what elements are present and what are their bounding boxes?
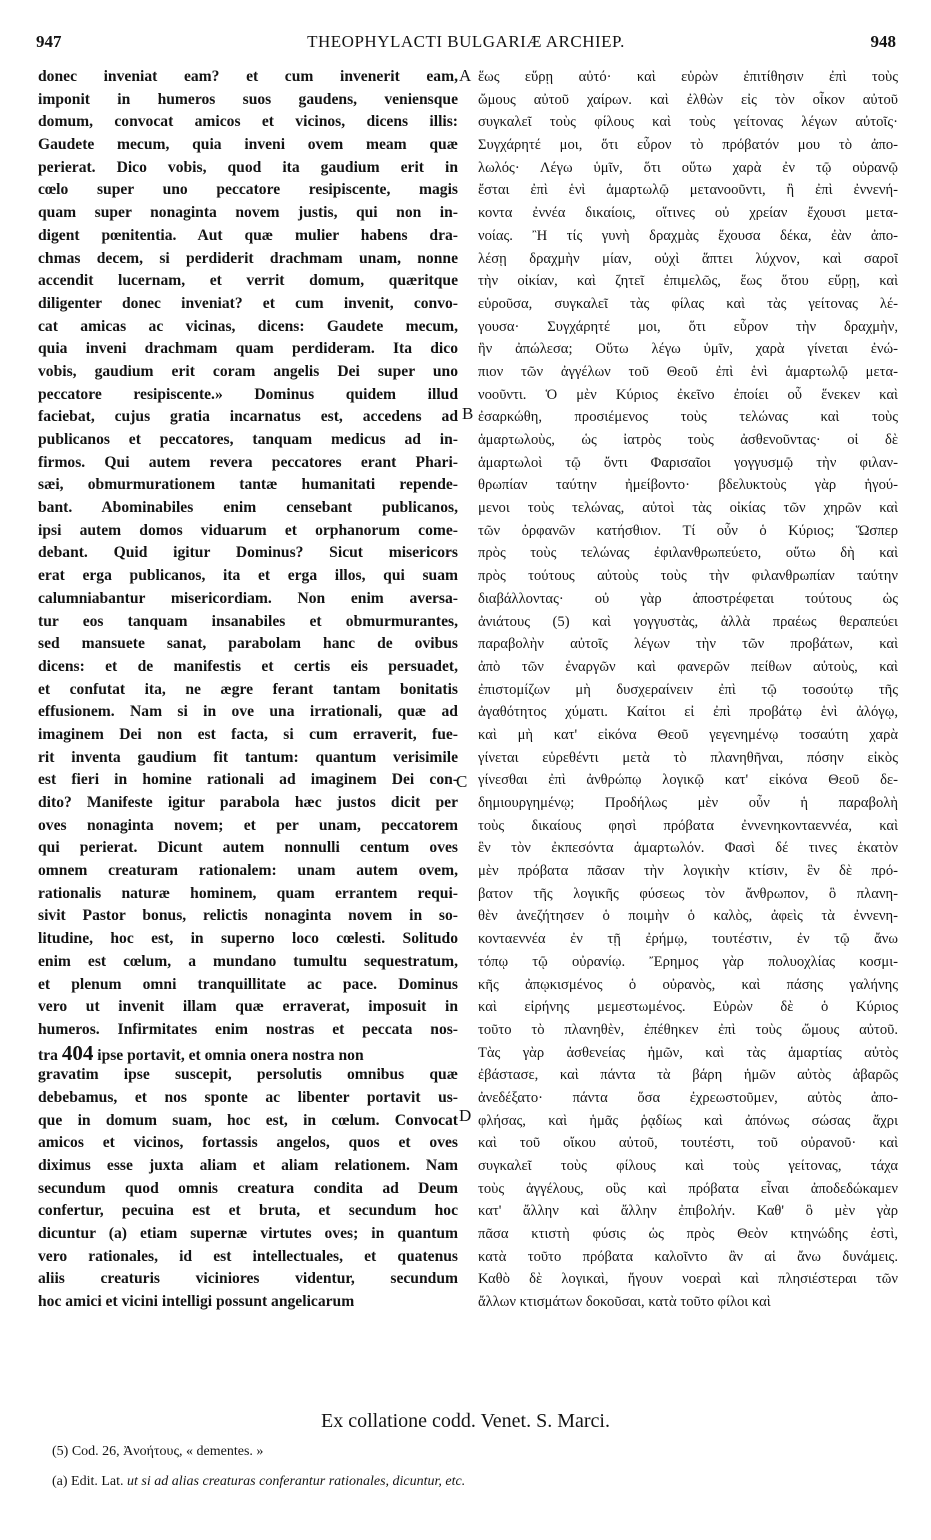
greek-line: συγκαλεῖ τοὺς φίλους καὶ τοὺς γείτονας λέγων αὐτοῖς· (478, 114, 898, 131)
greek-line: πιον τῶν ἀγγέλων τοῦ Θεοῦ ἐπὶ ἑνὶ ἁμαρτωλῷ μετα- (478, 363, 898, 380)
greek-line: πρὸς τούτους αὐτοὺς τοὺς τὴν φιλανθρωπίαν ταύτην (478, 568, 898, 585)
greek-line: μενοι τοὺς τελώνας, αὐτοὶ τὰς οἰκίας τῶν χηρῶν καὶ (478, 500, 898, 517)
latin-line-text: ipse portavit, et omnia onera nostra non (97, 1046, 364, 1064)
greek-line: κατὰ τοῦτο πρόβατα καλοῖντο ἂν αἱ ἄνω δυνάμεις. (478, 1248, 898, 1265)
latin-line: debant. Quid igitur Dominus? Sicut misericors (38, 544, 458, 562)
greek-line: Τὰς γὰρ ἀσθενείας ἡμῶν, καὶ τὰς ἁμαρτίας αὐτὸς (478, 1044, 898, 1061)
latin-line: litudine, hoc est, in superno loco cœlesti. Solitudo (38, 930, 458, 948)
latin-line (38, 1042, 458, 1065)
greek-line: δημιουργημένῳ; Προδήλως μὲν οὖν ἡ παραβολὴ (478, 795, 898, 811)
greek-line: τοὺς ἀγγέλους, οὓς καὶ πρόβατα εἶναι ἀποδεδώκαμεν (478, 1180, 898, 1197)
greek-line: τοὺς δικαίους φησὶ πρόβατα ἐννενηκονταεννέα, καὶ (478, 817, 898, 834)
latin-line: que in domum suam, hoc est, in cœlum. Convocat (38, 1111, 458, 1129)
latin-line: vobis, gaudium erit coram angelis Dei super uno (38, 362, 458, 380)
collation-note: Ex collatione codd. Venet. S. Marci. (320, 1410, 610, 1432)
latin-line: ipsi autem domos viduarum et orphanorum come- (38, 521, 458, 539)
greek-line: ἐβάστασε, καὶ πάντα τὰ βάρη ἡμῶν αὐτὸς ἀβαρῶς (478, 1067, 898, 1084)
latin-line: sed mansuete sanat, parabolam hanc de ovibus (38, 635, 458, 653)
section-marker-d: D (459, 1106, 472, 1125)
greek-line: κῆς ἀπῳκισμένος ὁ οὐρανὸς, καὶ πάσης γαλήνης (478, 976, 898, 993)
latin-line: chmas decem, si perdiderit drachmam unam, nonne (38, 249, 458, 267)
greek-line: γίνεσθαι ἐπὶ ἀνθρώπῳ λογικῷ κατ' εἰκόνα Θεοῦ δε- (478, 772, 898, 789)
greek-line: ἐσαρκώθη, προσιέμενος τοὺς τελώνας καὶ τοὺς (478, 409, 898, 426)
latin-line: amicos et vicinos, fortassis angelos, quos et oves (38, 1134, 458, 1152)
greek-line: καὶ τοῦ οἴκου αὐτοῦ, τουτέστι, τοῦ οὐρανοῦ· καὶ (478, 1135, 898, 1152)
greek-line: τὴν οἰκίαν, καὶ ζητεῖ ἐπιμελῶς, ἕως ὅτου εὕρῃ, καὶ (478, 273, 898, 290)
page-number-left: 947 (36, 32, 62, 51)
latin-line: oves nonaginta novem; et per unam, peccatorem (38, 816, 458, 834)
latin-line: rit inventa gaudium fit tantum: quantum verisimile (38, 748, 458, 766)
latin-line: aliis creaturis viciniores videntur, secundum (38, 1270, 458, 1288)
latin-line: debebamus, et nos sponte ac libenter portavit us- (38, 1088, 458, 1106)
greek-line: ἀνιάτους (5) καὶ γογγυστὰς, ἀλλὰ πραέως θεραπεύει (478, 613, 898, 630)
greek-line: πρὸς τοὺς τελώνας ἐφιλανθρωπεύετο, οὕτω δὴ καὶ (478, 545, 898, 562)
latin-line: diximus esse juxta aliam et aliam relationem. Nam (38, 1157, 458, 1174)
latin-line: diligenter donec inveniat? et cum invenit, convo- (38, 294, 458, 312)
latin-line: quam super nonaginta novem justis, qui non in- (38, 204, 458, 222)
latin-column (38, 66, 458, 1314)
footnote-a-text: ut si ad alias creaturas conferantur rationales, dicuntur, etc. (127, 1474, 466, 1489)
greek-line: παραβολὴν αὐτοῖς λέγων τὴν τῶν προβάτων, καὶ (478, 636, 898, 653)
latin-line: bant. Abominabiles enim censebant publicanos, (38, 499, 458, 517)
greek-line: βατον τῆς λογικῆς φύσεως τὸν ἄνθρωπον, ὃ πλανη- (478, 885, 898, 902)
latin-line: tur eos tanquam insanabiles et obmurmurantes, (38, 612, 458, 630)
greek-line: νοίας. Ἢ τίς γυνὴ δραχμὰς ἔχουσα δέκα, ἐὰν ἀπο- (478, 227, 898, 244)
running-title: THEOPHYLACTI BULGARIÆ ARCHIEP. (307, 32, 625, 51)
footnote-a (52, 1474, 465, 1490)
latin-line: calumniabantur misericordiam. Non enim aversa- (38, 589, 458, 607)
greek-line: Συγχάρητέ μοι, ὅτι εὗρον τὸ πρόβατόν μου τὸ ἀπο- (478, 137, 898, 154)
greek-line: ἓν τὸν ἐκπεσόντα ἁμαρτωλόν. Φασὶ δέ τινες ἑκατὸν (478, 840, 898, 857)
greek-line: ἁμαρτωλοὶ τῷ ὄντι Φαρισαῖοι γογγυσμῷ τὴν φιλαν- (478, 454, 898, 471)
greek-line: ἕως εὕρῃ αὐτό· καὶ εὑρὼν ἐπιτίθησιν ἐπὶ τοὺς (478, 69, 898, 85)
greek-line: γίνεται εὑρεθέντι μετὰ τὸ πλανηθῆναι, πόσην εἰκὸς (478, 749, 898, 766)
latin-line: firmos. Qui autem revera peccatores erant Phari- (38, 453, 458, 471)
latin-line: perierat. Dico vobis, quod ita gaudium erit in (38, 158, 458, 176)
greek-line: γουσα· Συγχάρητέ μοι, ὅτι εὗρον τὴν δραχμὴν, (478, 318, 898, 335)
latin-line: omnem creaturam rationalem: unam autem ovem, (38, 862, 458, 880)
greek-line: ἔσται ἐπὶ ἑνὶ ἁμαρτωλῷ μετανοοῦντι, ἢ ἐπὶ ἐννενή- (478, 182, 898, 199)
greek-line: κατ' ἄλλην καὶ ἄλλην ἐπιβολήν. Καθ' ὃ μὲν γὰρ (478, 1203, 898, 1220)
greek-line: θὲν ἀνεζήτησεν ὁ ποιμὴν ὁ καλὸς, ἀφεὶς τὰ ἐννενη- (478, 908, 898, 925)
section-marker-c: C (456, 772, 468, 791)
latin-line: rationalis naturæ hominem, quam errantem requi- (38, 884, 458, 902)
latin-line: dicens: et de manifestis et certis eis persuadet, (38, 657, 458, 675)
latin-line: faciebat, cujus gratia incarnatus est, accedens ad (38, 408, 458, 426)
greek-line: καὶ μὴ κατ' εἰκόνα Θεοῦ γεγενημένῳ τοσαύτη χαρὰ (478, 726, 898, 743)
latin-line: qui perierat. Dicunt autem nonnulli centum oves (38, 839, 458, 857)
latin-line: sivit Pastor bonus, relictis nonaginta novem in so- (38, 907, 458, 925)
latin-line: erat erga publicanos, ita et erga illos, qui suam (38, 567, 458, 585)
greek-line: πᾶσα κτιστὴ φύσις ὡς πρὸς Θεὸν κτηνώδης ἐστὶ, (478, 1226, 898, 1243)
greek-line: ἄλλων κτισμάτων δοκοῦσαι, κατὰ τοῦτο φίλοι καὶ (478, 1294, 771, 1311)
latin-line: Gaudete mecum, quia inveni ovem meam quæ (38, 136, 458, 154)
greek-line: θρωπίαν ταύτην ἠμείβοντο· βδελυκτοὺς γὰρ ἡγού- (478, 477, 898, 494)
latin-line: confertur, pecuina est et bruta, et secundum hoc (38, 1202, 458, 1220)
greek-line: λέσῃ δραχμὴν μίαν, οὐχὶ ἅπτει λύχνον, καὶ σαροῖ (478, 250, 898, 267)
greek-line: τοῦτο τὸ πλανηθὲν, ἐπέθηκεν ἐπὶ τοὺς ὤμους αὐτοῦ. (478, 1021, 898, 1038)
page-reference-number: 404 (61, 1041, 94, 1065)
latin-line: accendit lucernam, et verrit domum, quæritque (38, 272, 458, 290)
latin-line: imponit in humeros suos gaudens, veniensque (38, 90, 458, 108)
section-marker-a: A (459, 66, 472, 85)
greek-line: ὤμους αὐτοῦ χαίρων. καὶ ἐλθὼν εἰς τὸν οἶκον αὐτοῦ (478, 91, 898, 108)
latin-line: sæi, obmurmurationem tantæ humanitati repende- (38, 476, 458, 494)
latin-line: dito? Manifeste igitur parabola hæc justos dicit per (38, 794, 458, 811)
greek-line: κοντα ἐννέα δικαίοις, οἵτινες οὐ χρείαν ἔχουσι μετα- (478, 205, 898, 222)
running-header (36, 32, 896, 60)
greek-line: κονταεννέα ἐν τῇ ἐρήμῳ, τουτέστιν, ἐν τῷ ἄνω (478, 931, 898, 948)
latin-line: et plenum omni tranquillitate ac pace. Dominus (38, 975, 458, 993)
greek-line: τόπῳ τῷ οὐρανίῳ. Ἔρημος γὰρ πολυοχλίας κοσμι- (478, 953, 898, 970)
latin-line: donec inveniat eam? et cum invenerit eam, (38, 68, 458, 85)
greek-line: διαβάλλοντας· οὐ γὰρ ἀποστρέφεται τούτους ὡς (478, 590, 898, 607)
greek-line: λωλός· Λέγω ὑμῖν, ὅτι οὕτω χαρὰ ἐν τῷ οὐρανῷ (478, 159, 898, 176)
greek-line: ἐπιστομίζων μὴ δυσχεραίνειν ἐπὶ τῷ τοσούτῳ τῆς (478, 681, 898, 698)
greek-line: μὲν πρόβατα πᾶσαν τὴν λογικὴν κτίσιν, ἓν δὲ πρό- (478, 863, 898, 880)
greek-line: Καθὸ δὲ λογικαὶ, ἤγουν νοεραὶ καὶ πλησιέστεραι τῶν (478, 1271, 898, 1288)
latin-line: secundum quod omnis creatura condita ad Deum (38, 1179, 458, 1197)
latin-line: cœlo super uno peccatore resipiscente, magis (38, 181, 458, 199)
latin-line-lead: tra (38, 1046, 58, 1064)
footnote-5: (5) Cod. 26, Ἀνοήτους, « dementes. » (52, 1444, 264, 1459)
latin-line: quia inveni drachmam quam perdideram. Ita dico (38, 340, 458, 358)
latin-line: gravatim ipse suscepit, persolutis omnibus quæ (38, 1066, 458, 1084)
latin-line: humeros. Infirmitates enim nostras et peccata nos- (38, 1020, 458, 1038)
latin-line: est fieri in homine rationali ad imaginem Dei con- (38, 771, 458, 789)
greek-line: εὑροῦσα, συγκαλεῖ τὰς φίλας καὶ τὰς γείτονας λέ- (478, 295, 898, 312)
greek-line: ἁμαρτωλοὺς, ὡς ἰατρὸς τοὺς ἀσθενοῦντας· οἱ δὲ (478, 432, 898, 448)
greek-line: ἀπὸ τῶν ἐναργῶν καὶ φανερῶν πείθων αὐτοὺς, καὶ (478, 658, 898, 675)
greek-line: ἣν ἀπώλεσα; Οὕτω λέγω ὑμῖν, χαρὰ γίνεται ἐνώ- (478, 341, 898, 358)
latin-line: domum, convocat amicos et vicinos, dicens illis: (38, 113, 458, 131)
latin-line: peccatore resipiscente.» Dominus quidem illud (38, 385, 458, 403)
greek-line: συγκαλεῖ τοὺς φίλους καὶ τοὺς γείτονας, τάχα (478, 1158, 898, 1174)
greek-line: τῶν ὀρφανῶν κατήσθιον. Τί οὖν ὁ Κύριος; Ὥσπερ (478, 522, 898, 539)
latin-line: et confutat ita, ne ægre ferant tantam bonitatis (38, 680, 458, 698)
latin-line: effusionem. Nam si in ove una irrationali, quæ ad (38, 703, 458, 721)
footnote-a-prefix: (a) Edit. Lat. (52, 1474, 124, 1489)
page-number-right: 948 (870, 32, 896, 51)
latin-line: dicuntur (a) etiam supernæ virtutes oves; in quantum (38, 1225, 458, 1243)
latin-line: vero rationales, id est intellectuales, et quatenus (38, 1247, 458, 1265)
greek-line: ἀγαθότητος χύματι. Καίτοι εἰ ἐπὶ προβάτῳ ἑνὶ ἀλόγῳ, (478, 704, 898, 721)
latin-line: publicanos et peccatores, tanquam medicus ad in- (38, 431, 458, 448)
greek-line: φλήσας, καὶ ἡμᾶς ῥᾳδίως καὶ ἀπόνως σώσας ἄχρι (478, 1112, 898, 1129)
latin-line: enim est cœlum, a mundano tumultu sequestratum, (38, 952, 458, 970)
latin-line: vero ut invenit illam quæ erraverat, imposuit in (38, 998, 458, 1016)
greek-line: καὶ εἰρήνης μεμεστωμένος. Εὑρὼν δὲ ὁ Κύριος (478, 999, 898, 1016)
greek-line: ἀνεδέξατο· πάντα ὅσα ἐχρεωστοῦμεν, αὐτὸς ἀπο- (478, 1089, 898, 1106)
latin-line: hoc amici et vicini intelligi possunt angelicarum (38, 1293, 355, 1311)
section-marker-b: B (462, 404, 474, 423)
latin-line: cat amicas ac vicinas, dicens: Gaudete mecum, (38, 317, 458, 335)
latin-line: imaginem Dei non est facta, si cum erraverit, fue- (38, 725, 458, 743)
greek-line: νοοῦντι. Ὁ μὲν Κύριος ἐκεῖνο ἐποίει οὗ ἕνεκεν καὶ (478, 386, 898, 403)
latin-line: digent pœnitentia. Aut quæ mulier habens dra- (38, 226, 458, 244)
greek-column (478, 66, 898, 1314)
